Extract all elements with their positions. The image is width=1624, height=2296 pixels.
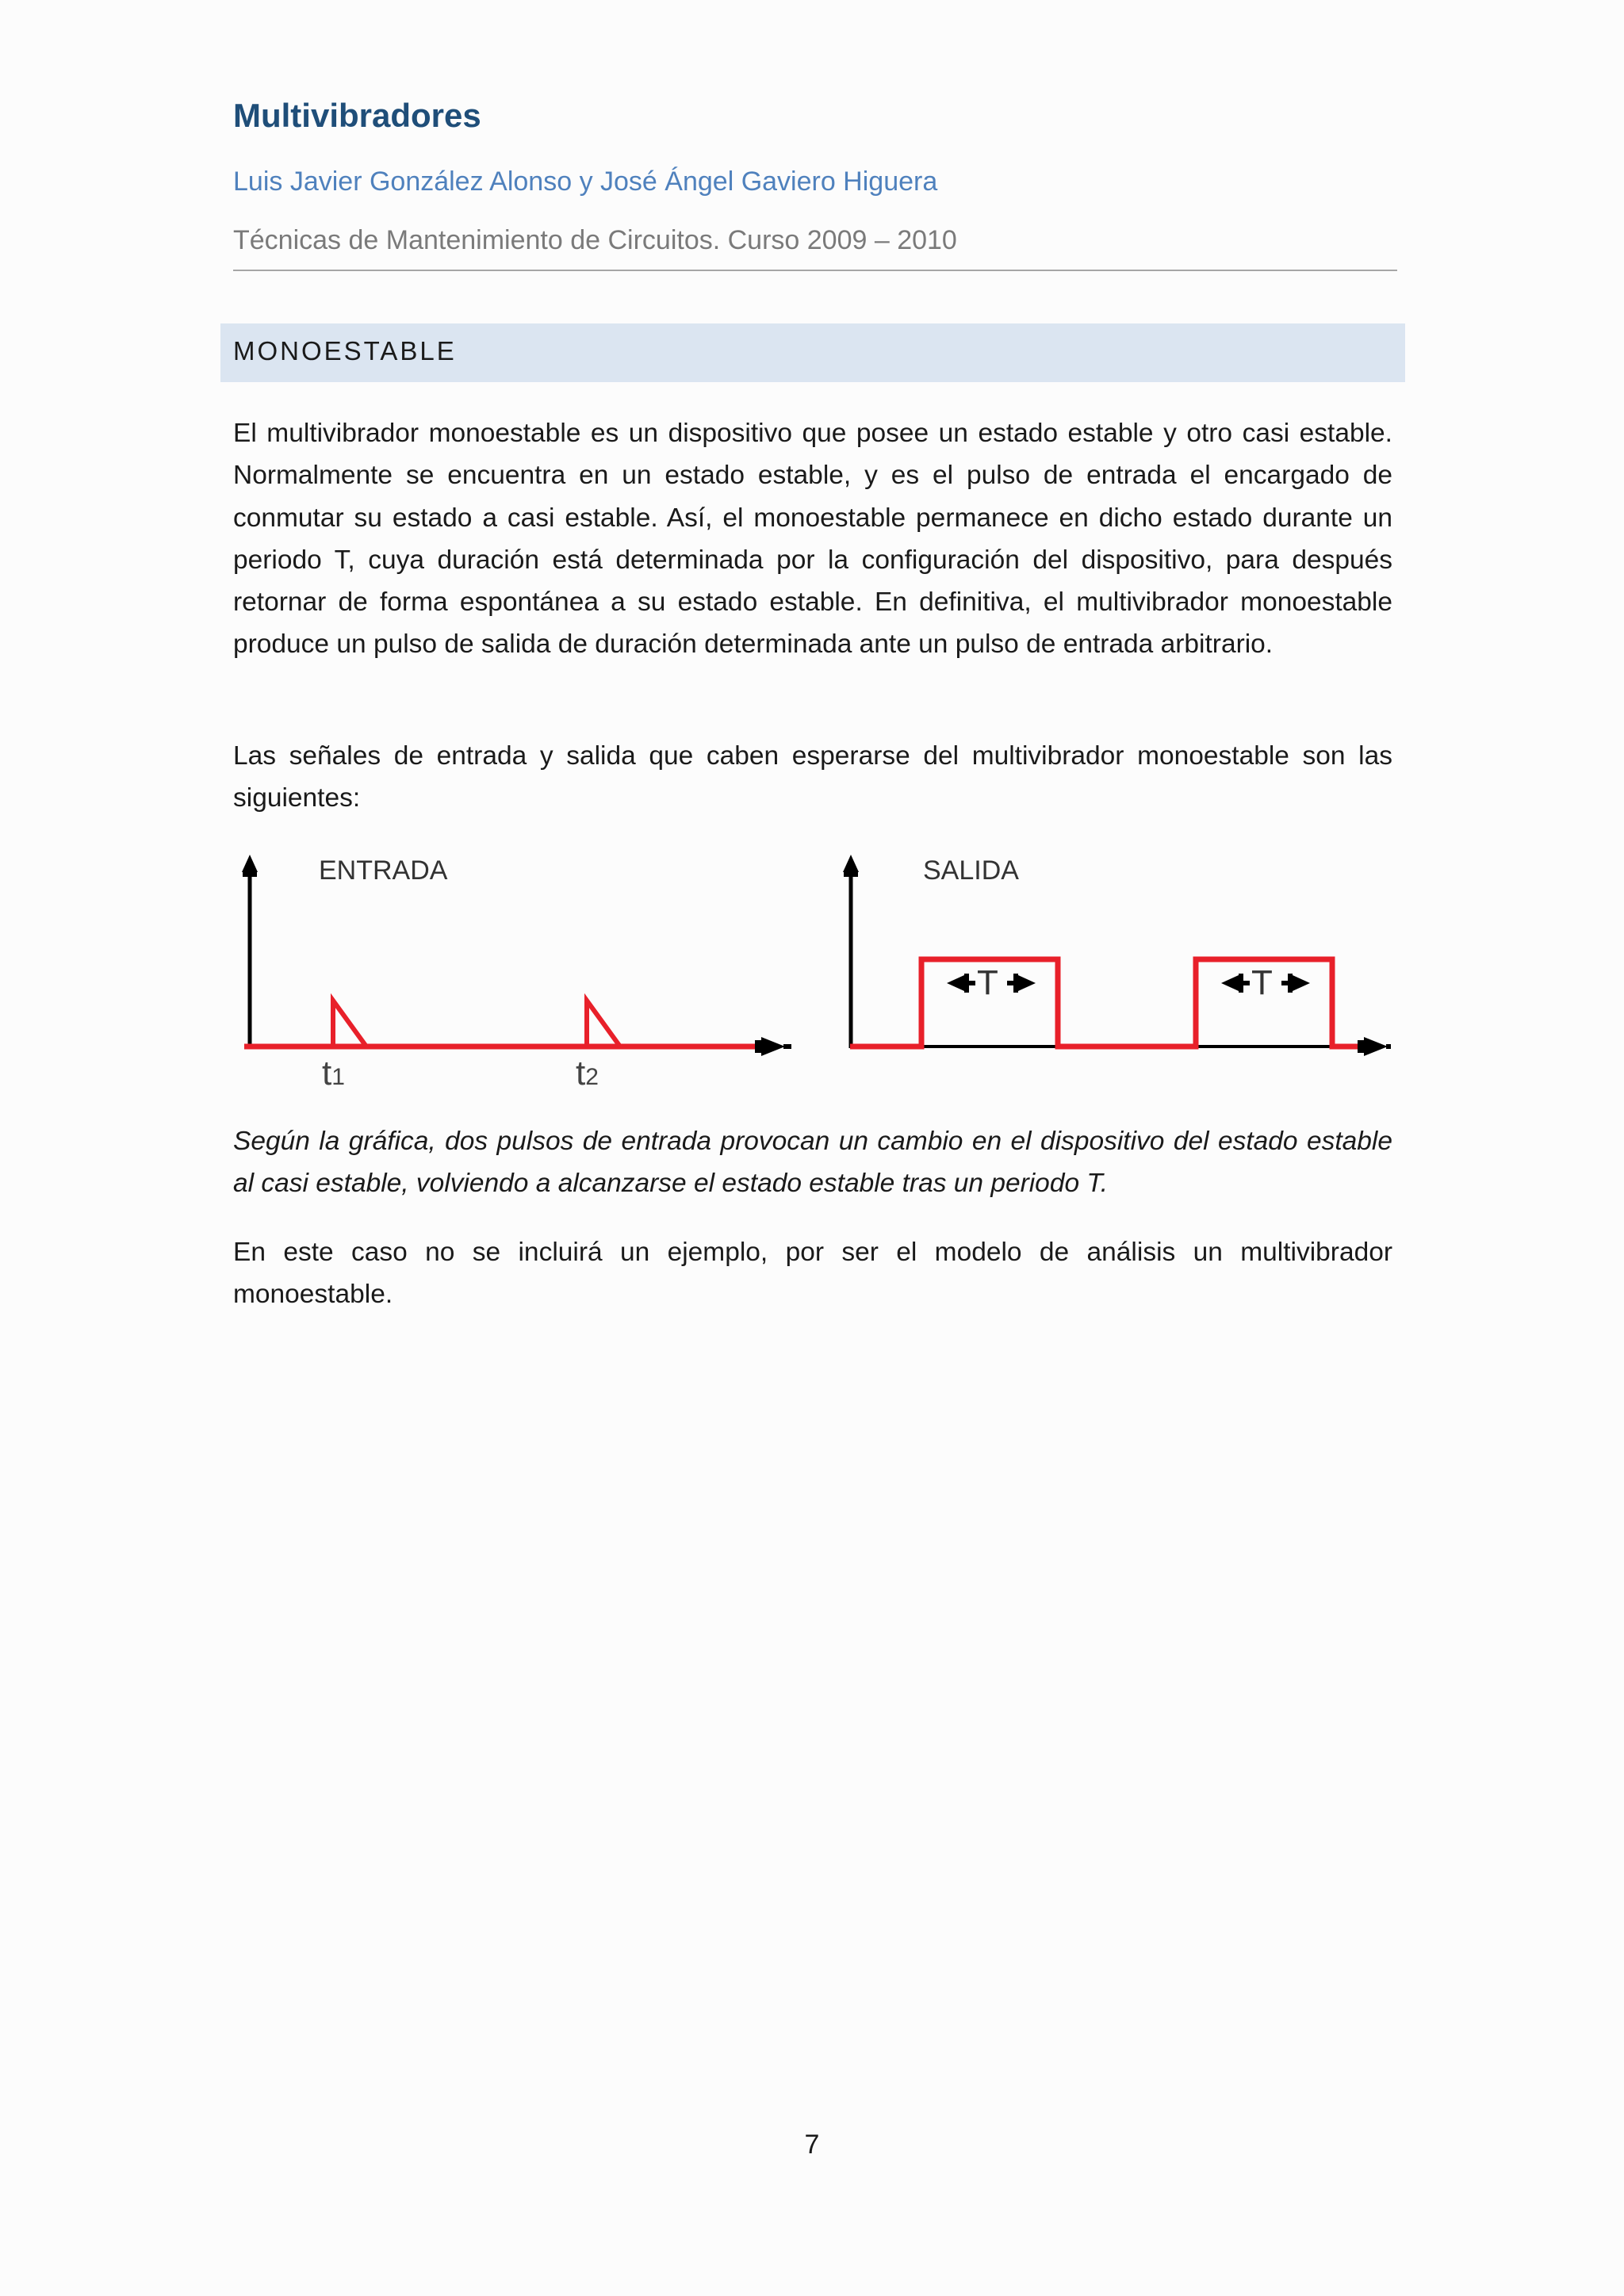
input-pulse-t1 xyxy=(333,1001,366,1047)
input-plot xyxy=(242,855,791,1093)
period-right-arrow-icon xyxy=(1293,975,1310,991)
header-divider xyxy=(233,270,1397,271)
figure-caption: Según la gráfica, dos pulsos de entrada provocan un cambio en el dispositivo del estado estable al casi estable, volviendo a alcanzarse el estado estable tras un periodo T. xyxy=(233,1127,1392,1199)
period-marker-2 xyxy=(1221,963,1310,1002)
signal-diagram xyxy=(233,844,1391,1105)
page-number: 7 xyxy=(804,2130,820,2160)
period-label: T xyxy=(1251,963,1273,1002)
output-signal xyxy=(850,959,1362,1047)
input-label: ENTRADA xyxy=(319,855,448,886)
output-plot xyxy=(843,855,1391,1056)
document-course: Técnicas de Mantenimiento de Circuitos. Curso 2009 – 2010 xyxy=(233,225,957,255)
body-paragraph: El multivibrador monoestable es un dispositivo que posee un estado estable y otro casi estable. Normalmente se encuentra en un estado estable, y es el pulso de entrada el encargado de conmutar su estado a casi estable. Así, el monoestable permanece en dicho estado durante un periodo T, cuya duración está determinada por la configuración del dispositivo, para después retornar de forma espontánea a su estado estable. En definitiva, el multivibrador monoestable produce un pulso de salida de duración determinada ante un pulso de entrada arbitrario. xyxy=(233,419,1392,660)
input-pulse-t2 xyxy=(587,1001,620,1047)
input-x-axis-arrow-icon xyxy=(761,1037,785,1056)
output-label: SALIDA xyxy=(923,855,1019,886)
period-label: T xyxy=(977,963,998,1002)
output-y-axis-arrow-icon xyxy=(843,855,859,872)
period-marker-1 xyxy=(947,963,1036,1002)
t2-label: t2 xyxy=(576,1054,599,1093)
body-paragraph: Las señales de entrada y salida que caben esperarse del multivibrador monoestable son las siguientes: xyxy=(233,741,1392,813)
period-right-arrow-icon xyxy=(1018,975,1036,991)
output-x-axis-arrow-icon xyxy=(1364,1037,1388,1056)
document-title: Multivibradores xyxy=(233,97,481,134)
section-title: MONOESTABLE xyxy=(233,336,457,365)
t1-label: t1 xyxy=(322,1054,345,1093)
document-authors: Luis Javier González Alonso y José Ángel Gaviero Higuera xyxy=(233,166,938,197)
input-y-axis-arrow-icon xyxy=(242,855,258,872)
body-paragraph: En este caso no se incluirá un ejemplo, por ser el modelo de análisis un multivibrador monoestable. xyxy=(233,1238,1392,1310)
